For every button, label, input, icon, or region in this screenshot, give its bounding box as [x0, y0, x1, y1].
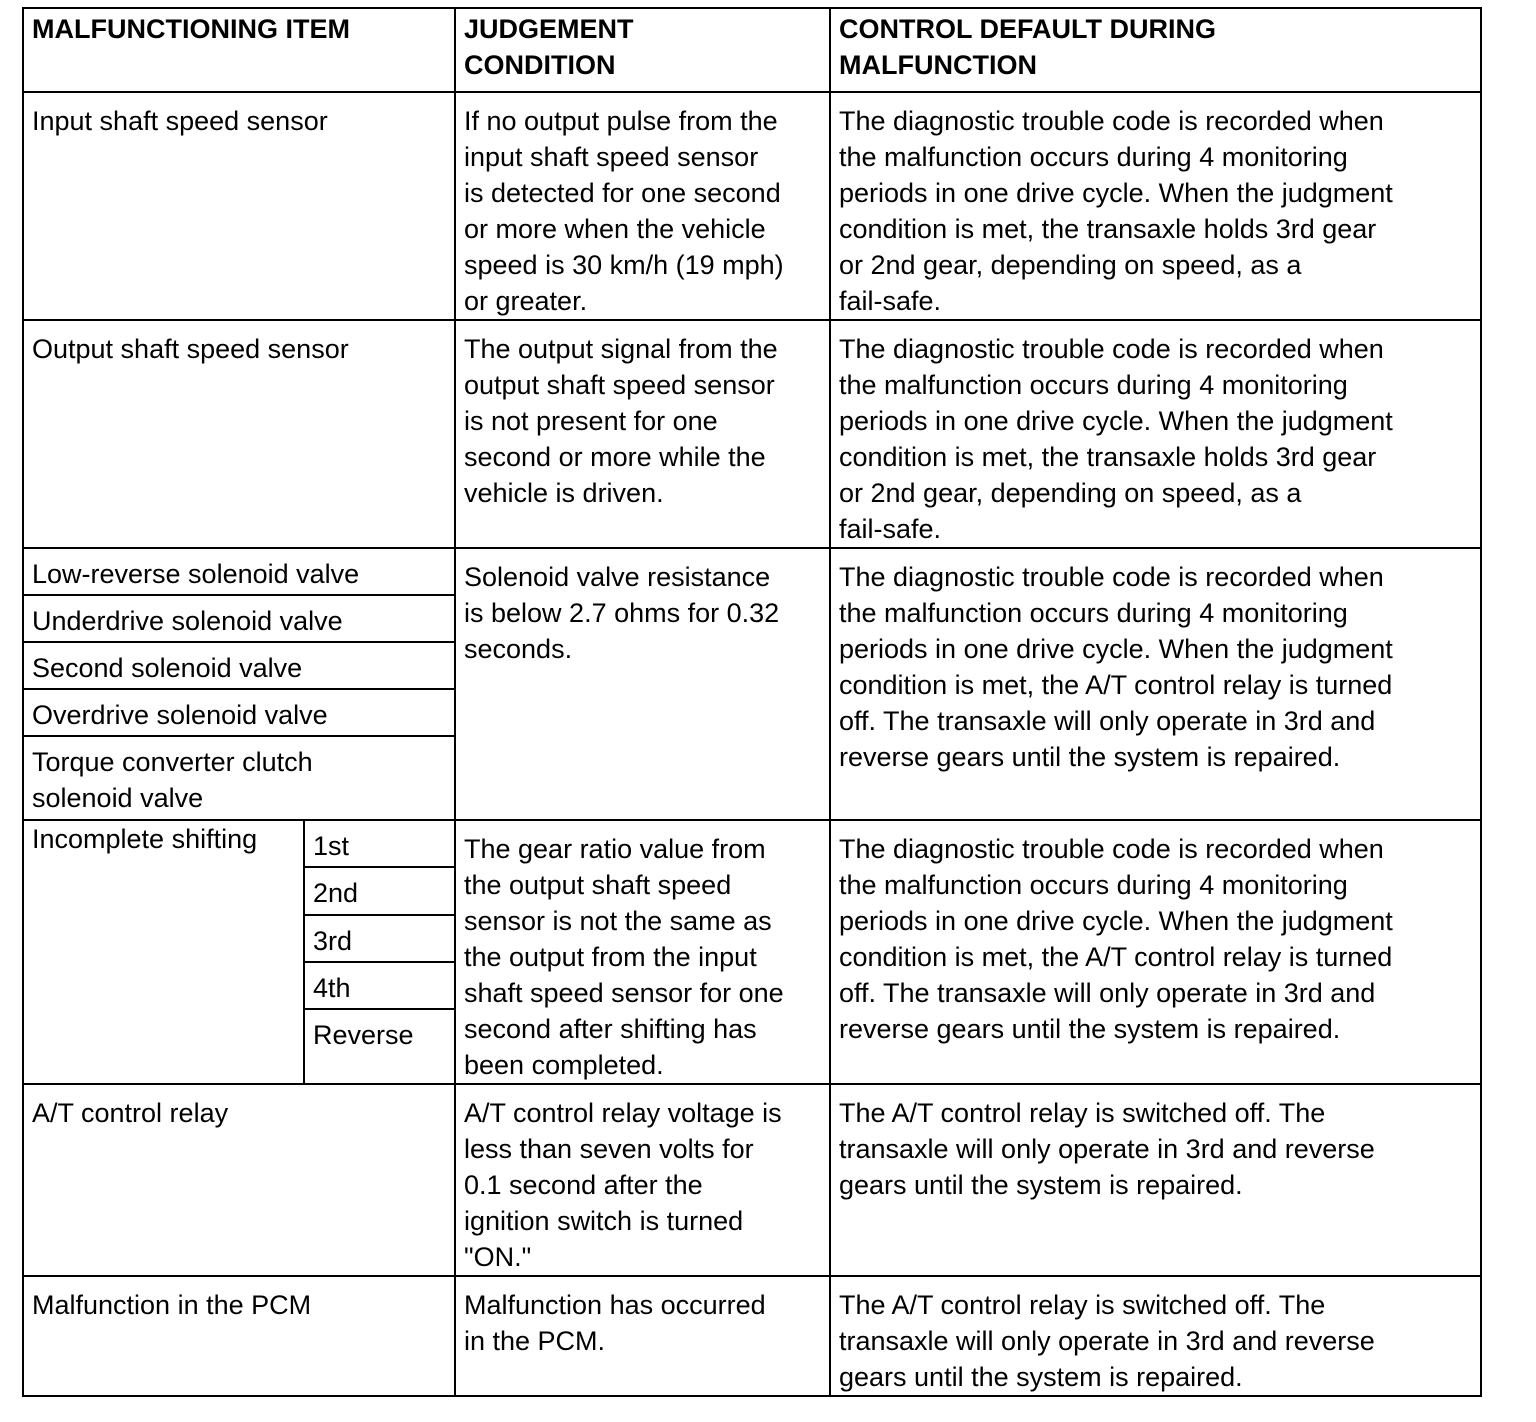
- table-row-relay: [23, 1084, 1481, 1276]
- item-second-solenoid: Second solenoid valve: [23, 642, 455, 689]
- gear-4th: 4th: [304, 962, 455, 1009]
- condition-output-shaft: The output signal from the output shaft speed sensor is not present for one second or more while the vehicle is driven.: [455, 320, 830, 548]
- control-shifting: The diagnostic trouble code is recorded when the malfunction occurs during 4 monitoring periods in one drive cycle. When the judgment condition is met, the A/T control relay is turned off. The transaxle will only operate in 3rd and reverse gears until the system is repaired.: [830, 820, 1481, 1084]
- header-row: [23, 8, 1481, 92]
- table-row-solenoid: [23, 548, 1481, 595]
- condition-solenoids: Solenoid valve resistance is below 2.7 ohms for 0.32 seconds.: [455, 548, 830, 820]
- gear-reverse: Reverse: [304, 1009, 455, 1084]
- gear-2nd: 2nd: [304, 867, 455, 914]
- condition-shifting: The gear ratio value from the output shaft speed sensor is not the same as the output from the input shaft speed sensor for one second after shifting has been completed.: [455, 820, 830, 1084]
- control-pcm: The A/T control relay is switched off. The transaxle will only operate in 3rd and reverse gears until the system is repaired.: [830, 1276, 1481, 1396]
- item-low-reverse-solenoid: Low-reverse solenoid valve: [23, 548, 455, 595]
- control-solenoids: The diagnostic trouble code is recorded when the malfunction occurs during 4 monitoring periods in one drive cycle. When the judgment condition is met, the A/T control relay is turned off. The transaxle will only operate in 3rd and reverse gears until the system is repaired.: [830, 548, 1481, 820]
- table-row-input-shaft: [23, 92, 1481, 320]
- control-input-shaft: The diagnostic trouble code is recorded when the malfunction occurs during 4 monitoring periods in one drive cycle. When the judgment condition is met, the transaxle holds 3rd gear or 2nd gear, depending on speed, as a fail-safe.: [830, 92, 1481, 320]
- condition-pcm: Malfunction has occurred in the PCM.: [455, 1276, 830, 1396]
- gear-1st: 1st: [304, 820, 455, 867]
- condition-input-shaft: If no output pulse from the input shaft speed sensor is detected for one second or more when the vehicle speed is 30 km/h (19 mph) or greater.: [455, 92, 830, 320]
- malfunction-table: [22, 7, 1482, 1397]
- item-input-shaft-speed-sensor: Input shaft speed sensor: [23, 92, 455, 320]
- item-incomplete-shifting: Incomplete shifting: [23, 820, 304, 1084]
- header-malfunctioning-item: MALFUNCTIONING ITEM: [23, 8, 455, 92]
- item-underdrive-solenoid: Underdrive solenoid valve: [23, 595, 455, 642]
- item-malfunction-pcm: Malfunction in the PCM: [23, 1276, 455, 1396]
- header-judgement-condition: JUDGEMENT CONDITION: [455, 8, 830, 92]
- item-at-control-relay: A/T control relay: [23, 1084, 455, 1276]
- table-row-output-shaft: [23, 320, 1481, 548]
- item-torque-converter-solenoid: Torque converter clutch solenoid valve: [23, 736, 455, 820]
- table-row-pcm: [23, 1276, 1481, 1396]
- item-output-shaft-speed-sensor: Output shaft speed sensor: [23, 320, 455, 548]
- control-output-shaft: The diagnostic trouble code is recorded when the malfunction occurs during 4 monitoring periods in one drive cycle. When the judgment condition is met, the transaxle holds 3rd gear or 2nd gear, depending on speed, as a fail-safe.: [830, 320, 1481, 548]
- table-row-shifting: [23, 820, 1481, 867]
- condition-relay: A/T control relay voltage is less than seven volts for 0.1 second after the ignition switch is turned "ON.": [455, 1084, 830, 1276]
- header-control-default: CONTROL DEFAULT DURING MALFUNCTION: [830, 8, 1481, 92]
- item-overdrive-solenoid: Overdrive solenoid valve: [23, 689, 455, 736]
- gear-3rd: 3rd: [304, 915, 455, 962]
- control-relay: The A/T control relay is switched off. The transaxle will only operate in 3rd and reverse gears until the system is repaired.: [830, 1084, 1481, 1276]
